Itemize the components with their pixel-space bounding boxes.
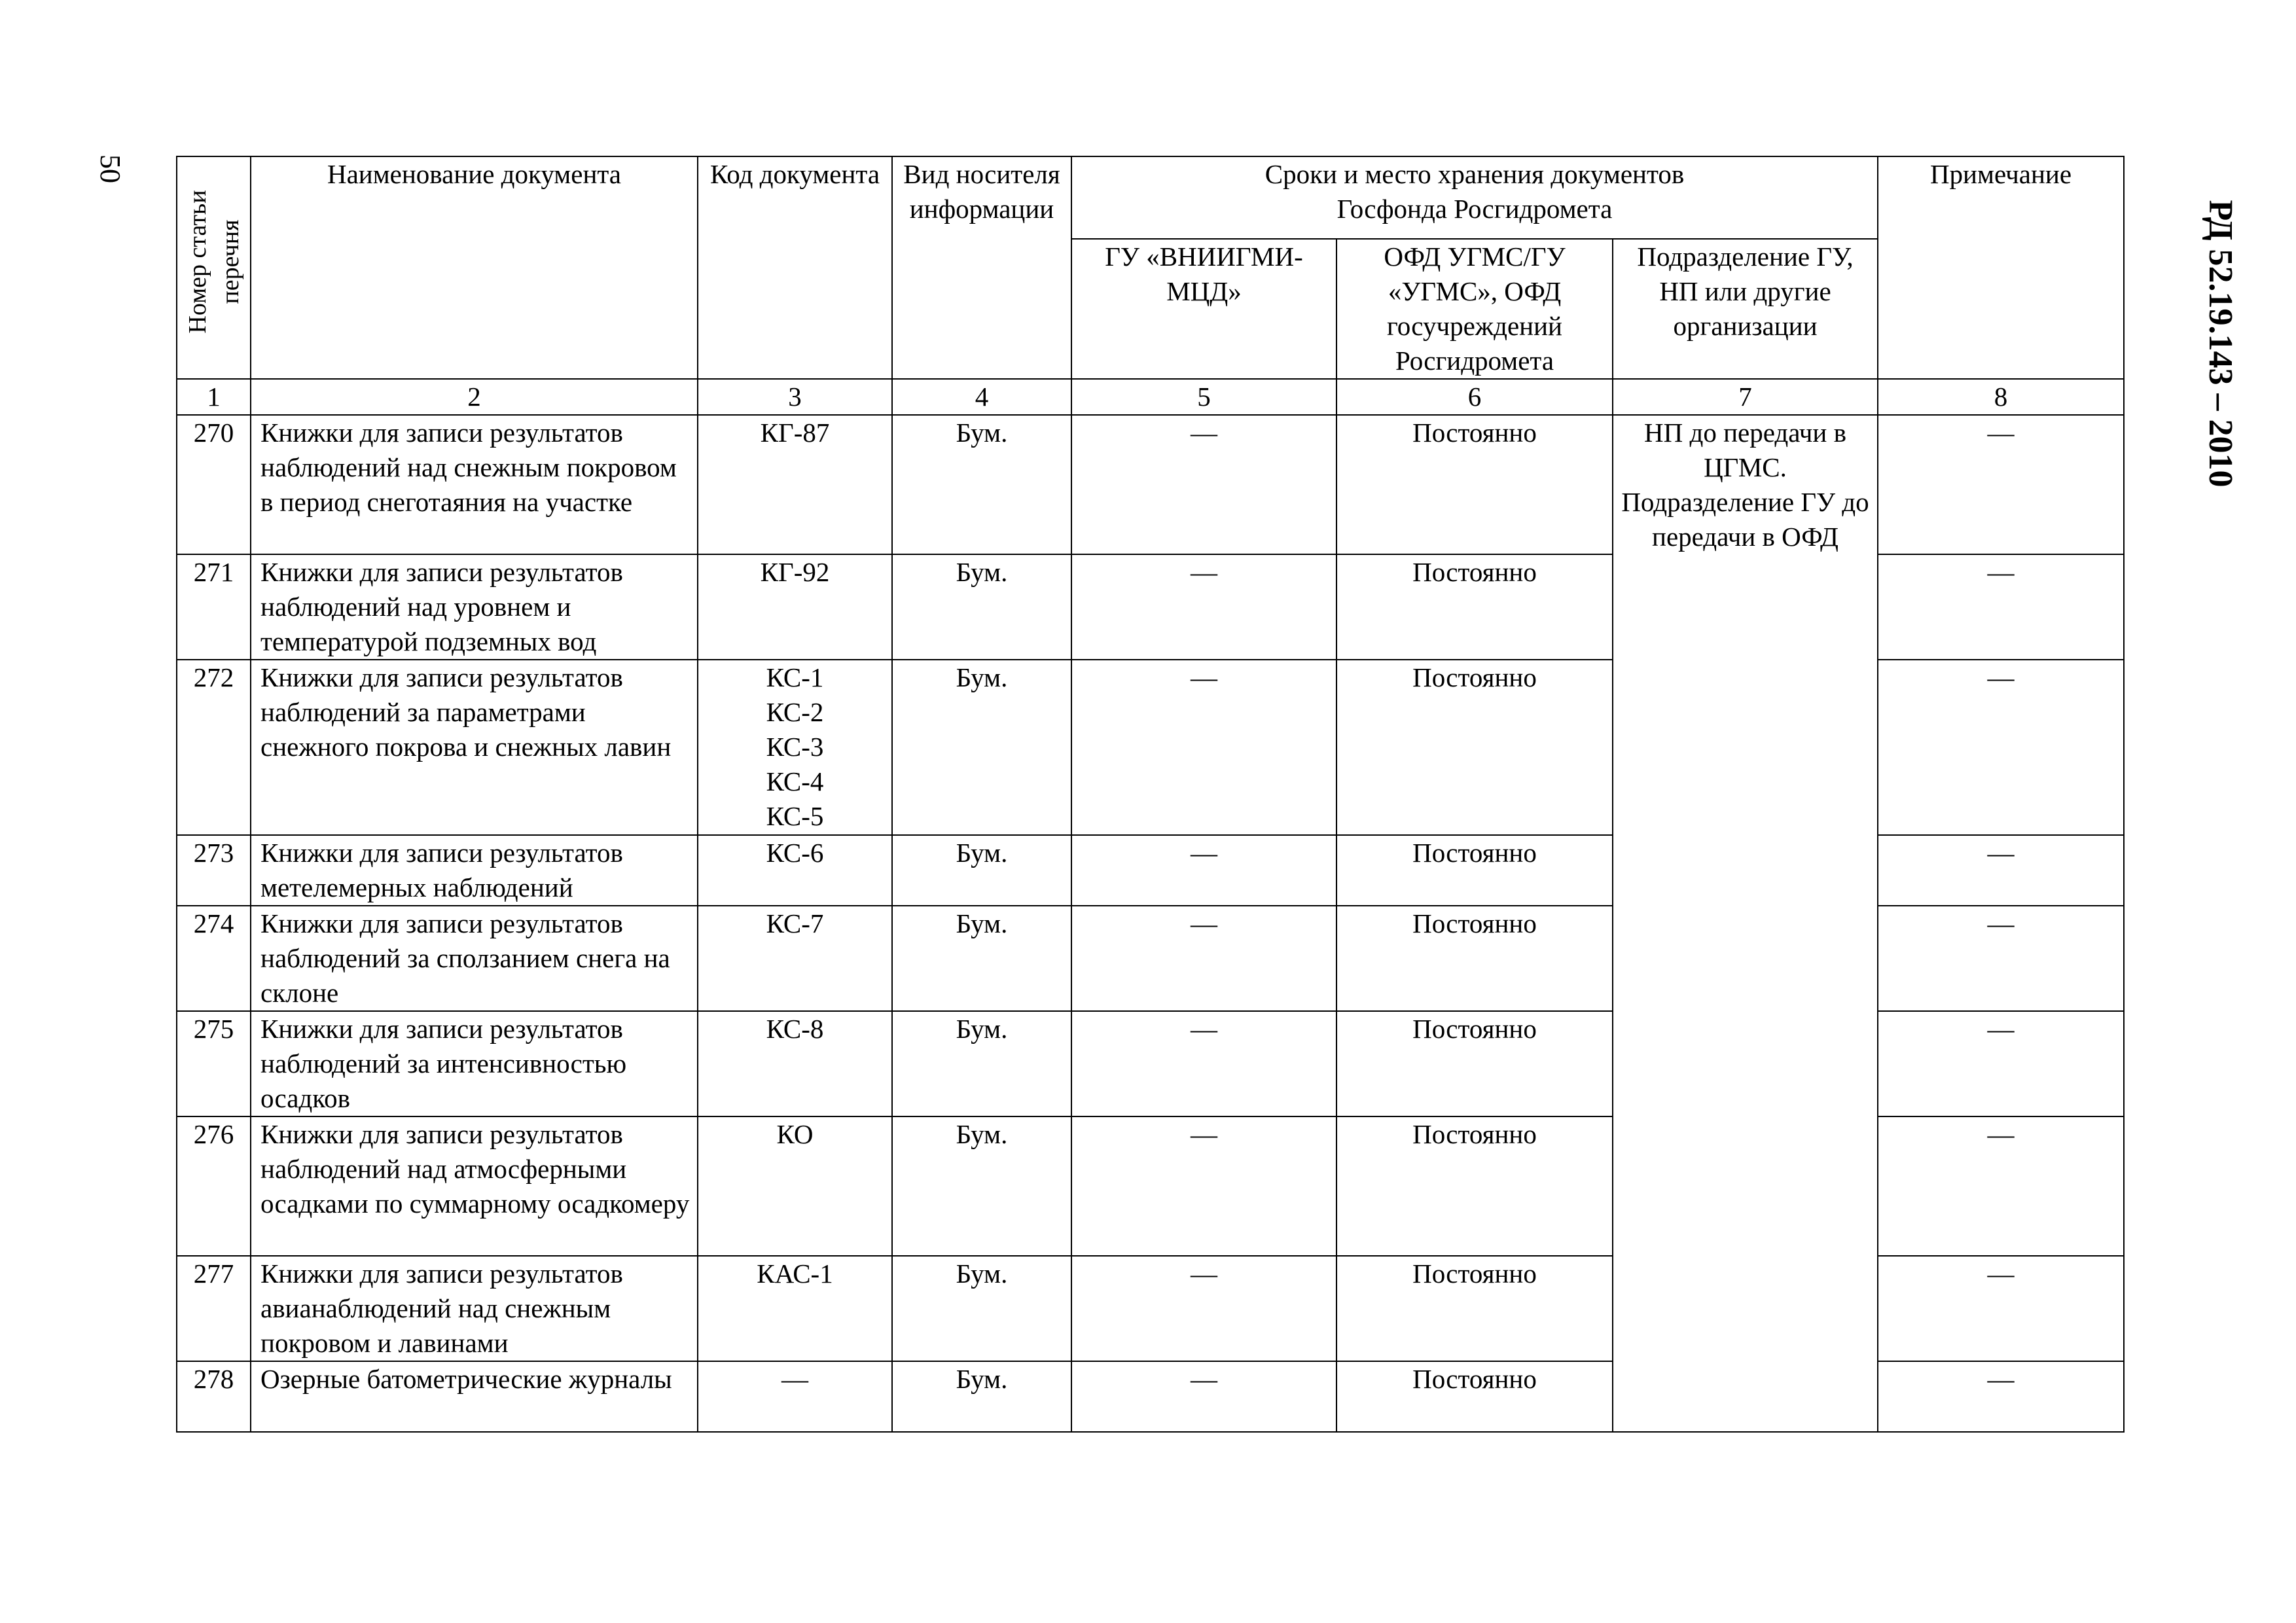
ofd-value: Постоянно	[1336, 835, 1613, 906]
note-value: —	[1878, 1011, 2124, 1116]
note-value: —	[1878, 660, 2124, 835]
header-note: Примечание	[1878, 156, 2124, 379]
media-type: Бум.	[892, 1361, 1071, 1432]
column-number: 2	[251, 379, 698, 415]
code-line: КС-5	[766, 801, 824, 831]
ofd-value: Постоянно	[1336, 415, 1613, 554]
article-number: 276	[177, 1116, 251, 1256]
code-line: КГ-87	[760, 418, 830, 448]
header-ofd-ugms: ОФД УГМС/ГУ «УГМС», ОФД госучреждений Росгидромета	[1336, 239, 1613, 379]
document-code-cell	[698, 1011, 892, 1116]
article-number: 274	[177, 906, 251, 1011]
column-number: 6	[1336, 379, 1613, 415]
ofd-value: Постоянно	[1336, 1116, 1613, 1256]
ofd-value: Постоянно	[1336, 554, 1613, 660]
document-name: Книжки для записи результатов наблюдений за интенсивностью осадков	[251, 1011, 698, 1116]
note-value: —	[1878, 906, 2124, 1011]
media-type: Бум.	[892, 1116, 1071, 1256]
gu-vniigmi-value: —	[1071, 835, 1336, 906]
note-value: —	[1878, 835, 2124, 906]
document-code-cell	[698, 906, 892, 1011]
note-value: —	[1878, 554, 2124, 660]
note-value: —	[1878, 1361, 2124, 1432]
page-number: 50	[94, 154, 126, 183]
retention-table	[176, 156, 2125, 1433]
media-type: Бум.	[892, 415, 1071, 554]
gu-vniigmi-value: —	[1071, 1116, 1336, 1256]
table-header	[177, 156, 2124, 415]
document-name: Книжки для записи результатов метелемерных наблюдений	[251, 835, 698, 906]
ofd-value: Постоянно	[1336, 906, 1613, 1011]
column-number: 5	[1071, 379, 1336, 415]
code-line: КС-8	[766, 1014, 824, 1044]
media-type: Бум.	[892, 1256, 1071, 1361]
media-type: Бум.	[892, 660, 1071, 835]
table-row	[177, 415, 2124, 554]
media-type: Бум.	[892, 554, 1071, 660]
media-type: Бум.	[892, 906, 1071, 1011]
article-number: 271	[177, 554, 251, 660]
header-media-type: Вид носителя информации	[892, 156, 1071, 379]
column-number: 7	[1613, 379, 1878, 415]
header-document-code: Код документа	[698, 156, 892, 379]
code-line: КАС-1	[757, 1258, 833, 1289]
media-type: Бум.	[892, 1011, 1071, 1116]
ofd-value: Постоянно	[1336, 1361, 1613, 1432]
code-line: КС-4	[766, 766, 824, 796]
ofd-value: Постоянно	[1336, 1256, 1613, 1361]
document-code-cell	[698, 660, 892, 835]
gu-vniigmi-value: —	[1071, 1256, 1336, 1361]
media-type: Бум.	[892, 835, 1071, 906]
header-article-number: Номер статьи перечня	[177, 156, 251, 379]
document-name: Книжки для записи результатов наблюдений над атмосферными осадками по суммарному осадкомеру	[251, 1116, 698, 1256]
gu-vniigmi-value: —	[1071, 1011, 1336, 1116]
document-name: Книжки для записи результатов наблюдений за сползанием снега на склоне	[251, 906, 698, 1011]
gu-vniigmi-value: —	[1071, 415, 1336, 554]
gu-vniigmi-value: —	[1071, 554, 1336, 660]
article-number: 278	[177, 1361, 251, 1432]
article-number: 270	[177, 415, 251, 554]
ofd-value: Постоянно	[1336, 1011, 1613, 1116]
article-number: 272	[177, 660, 251, 835]
document-name: Книжки для записи результатов наблюдений над уровнем и температурой подземных вод	[251, 554, 698, 660]
header-storage-group: Сроки и место хранения документов Госфонда Росгидромета	[1071, 156, 1878, 239]
article-number: 275	[177, 1011, 251, 1116]
column-number: 1	[177, 379, 251, 415]
gu-vniigmi-value: —	[1071, 1361, 1336, 1432]
document-code-cell	[698, 1361, 892, 1432]
document-code-cell	[698, 835, 892, 906]
note-value: —	[1878, 1256, 2124, 1361]
document-name: Книжки для записи результатов наблюдений за параметрами снежного покрова и снежных лавин	[251, 660, 698, 835]
document-code: РД 52.19.143 – 2010	[2202, 200, 2239, 488]
document-name: Озерные батометрические журналы	[251, 1361, 698, 1432]
column-number-row	[177, 379, 2124, 415]
column-number: 8	[1878, 379, 2124, 415]
document-code-cell	[698, 554, 892, 660]
code-line: КО	[776, 1119, 814, 1149]
document-code-cell	[698, 415, 892, 554]
subdivision-value: НП до передачи в ЦГМС. Подразделение ГУ до передачи в ОФД	[1613, 415, 1878, 1432]
code-line: КС-3	[766, 732, 824, 762]
article-number: 277	[177, 1256, 251, 1361]
code-line: КС-6	[766, 838, 824, 868]
code-line: КС-7	[766, 908, 824, 938]
code-line: КС-2	[766, 697, 824, 727]
gu-vniigmi-value: —	[1071, 906, 1336, 1011]
code-line: —	[781, 1364, 808, 1394]
note-value: —	[1878, 415, 2124, 554]
column-number: 4	[892, 379, 1071, 415]
document-name: Книжки для записи результатов авианаблюдений над снежным покровом и лавинами	[251, 1256, 698, 1361]
header-subdivision: Подразделение ГУ, НП или другие организации	[1613, 239, 1878, 379]
article-number: 273	[177, 835, 251, 906]
code-line: КС-1	[766, 662, 824, 692]
document-name: Книжки для записи результатов наблюдений над снежным покровом в период снеготаяния на участке	[251, 415, 698, 554]
column-number: 3	[698, 379, 892, 415]
document-code-cell	[698, 1256, 892, 1361]
header-document-name: Наименование документа	[251, 156, 698, 379]
ofd-value: Постоянно	[1336, 660, 1613, 835]
code-line: КГ-92	[760, 557, 830, 587]
table-body	[177, 415, 2124, 1432]
header-gu-vniigmi: ГУ «ВНИИГМИ-МЦД»	[1071, 239, 1336, 379]
document-code-cell	[698, 1116, 892, 1256]
note-value: —	[1878, 1116, 2124, 1256]
gu-vniigmi-value: —	[1071, 660, 1336, 835]
